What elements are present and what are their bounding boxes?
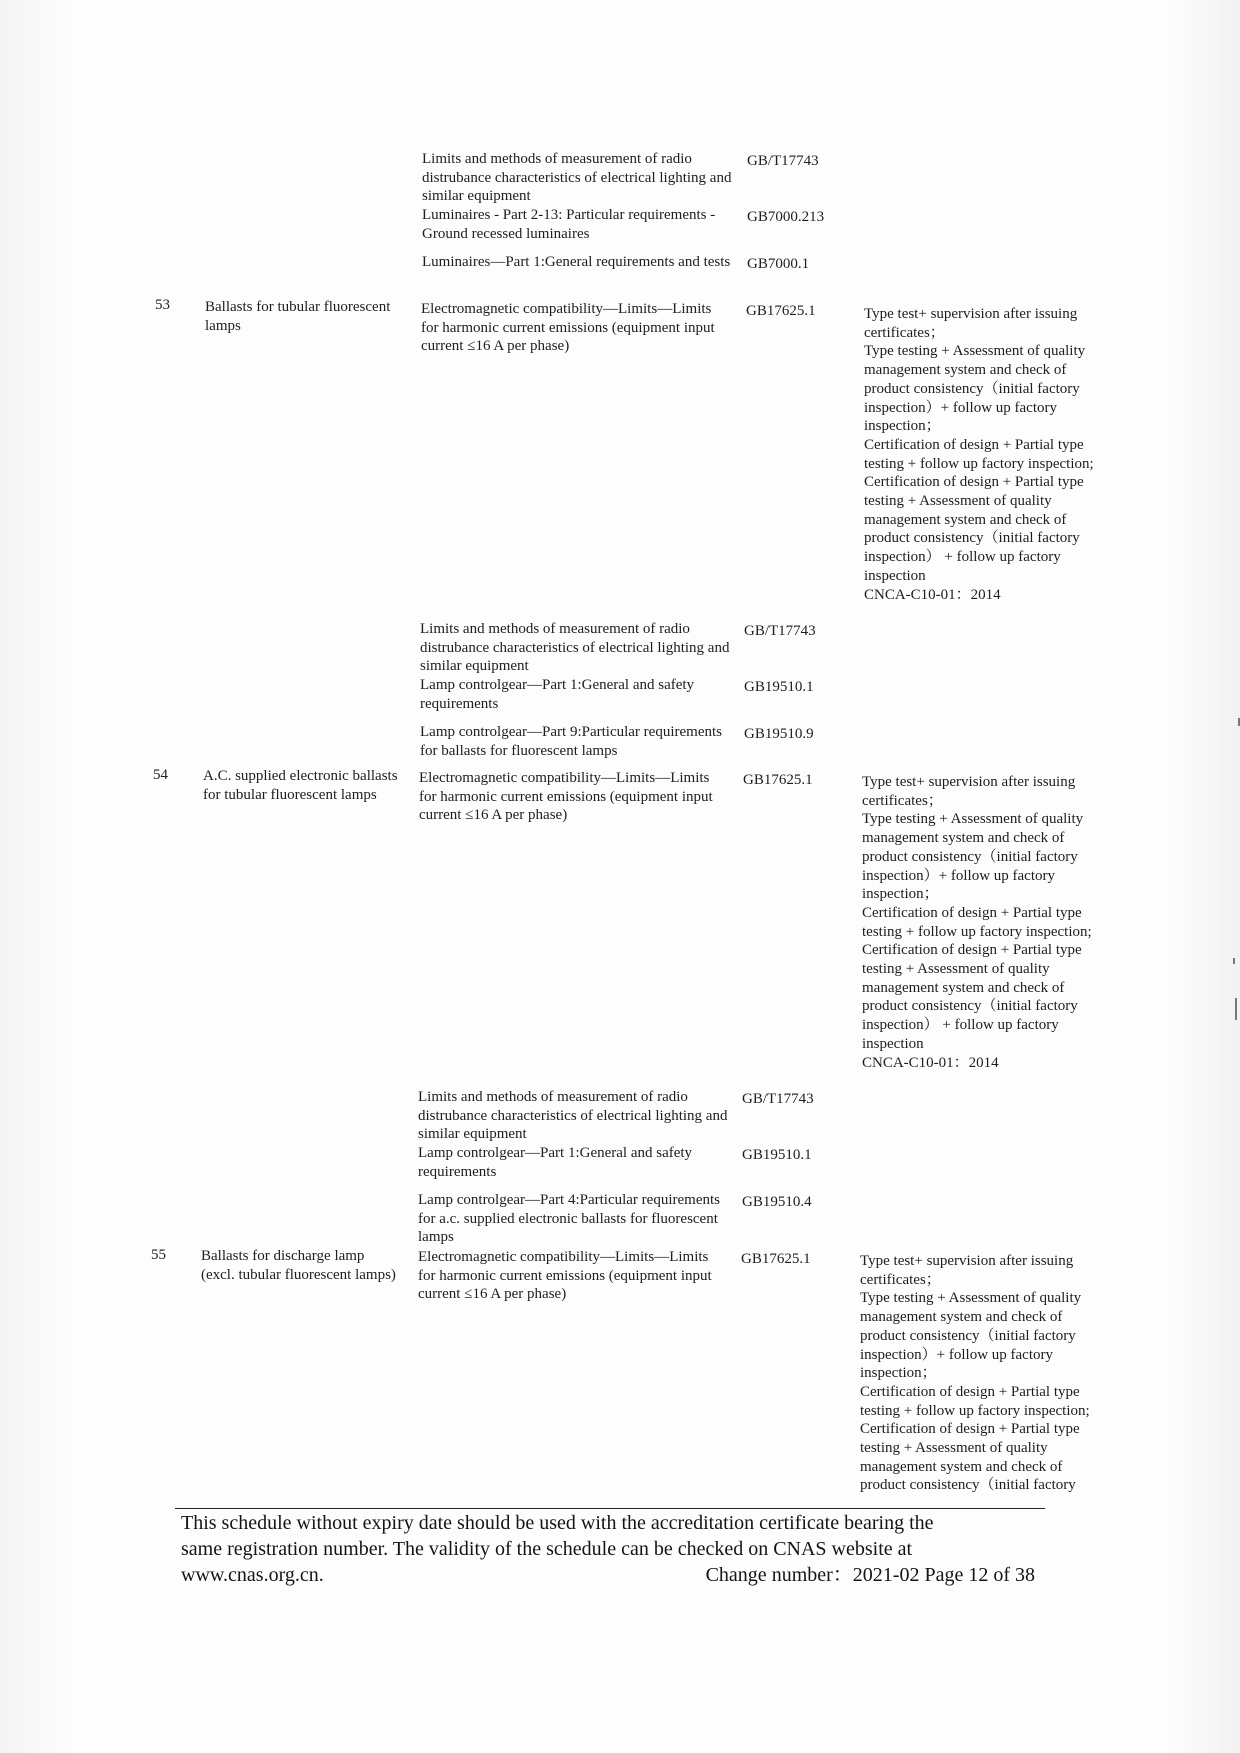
footer-website: www.cnas.org.cn.	[181, 1564, 324, 1586]
standard-code: GB17625.1	[743, 772, 813, 788]
footer-divider	[175, 1508, 1045, 1509]
change-number-label: Change number：	[705, 1564, 853, 1586]
standard-name: Lamp controlgear—Part 4:Particular requirements for a.c. supplied electronic ballasts for fluorescent lamps	[418, 1192, 720, 1246]
standard-code: GB17625.1	[741, 1251, 811, 1267]
standard-name: Lamp controlgear—Part 1:General and safety requirements	[418, 1145, 693, 1180]
scan-artifact	[1233, 958, 1235, 964]
standard-code: GB7000.1	[747, 256, 810, 272]
standard-code: GB19510.1	[744, 679, 814, 695]
change-number: 2021-02	[852, 1564, 920, 1586]
certification-mode: Type test+ supervision after issuing certificates； Type testing + Assessment of quality management system and check of product consistency（initial factory inspection）+ follow up factory inspection； Certification of design + Partial type testing + follow up factory inspection; Certification of design + Partial type testing + Assessment of quality management system and check of product consistency（initial factory inspection） + follow up factory inspection CNCA-C10-01：2014	[862, 774, 1092, 1071]
standard-name: Electromagnetic compatibility—Limits—Limits for harmonic current emissions (equipment input current ≤16 A per phase)	[418, 1249, 712, 1303]
standard-code: GB/T17743	[742, 1091, 814, 1107]
row-number: 54	[153, 767, 168, 783]
standard-name: Limits and methods of measurement of radio distrubance characteristics of electrical lighting and similar equipment	[422, 151, 732, 205]
standard-code: GB/T17743	[744, 623, 816, 639]
footer-text-1: This schedule without expiry date should be used with the accreditation certificate bearing the	[181, 1512, 934, 1534]
standard-code: GB17625.1	[746, 303, 816, 319]
standard-name: Electromagnetic compatibility—Limits—Limits for harmonic current emissions (equipment input current ≤16 A per phase)	[421, 301, 715, 355]
page-number: Page 12 of 38	[924, 1564, 1035, 1586]
product-name: Ballasts for tubular fluorescent lamps	[205, 299, 391, 334]
footer	[181, 1510, 1049, 1588]
standard-name: Electromagnetic compatibility—Limits—Limits for harmonic current emissions (equipment input current ≤16 A per phase)	[419, 770, 713, 824]
standard-name: Lamp controlgear—Part 1:General and safety requirements	[420, 677, 695, 712]
standard-code: GB7000.213	[747, 209, 825, 225]
standard-code: GB19510.1	[742, 1147, 812, 1163]
scan-artifact	[1238, 718, 1240, 726]
certification-mode: Type test+ supervision after issuing certificates； Type testing + Assessment of quality management system and check of product consistency（initial factory inspection）+ follow up factory inspection； Certification of design + Partial type testing + follow up factory inspection; Certification of design + Partial type testing + Assessment of quality management system and check of product consistency（initial factory inspection） + follow up factory inspection CNCA-C10-01：2014	[864, 306, 1094, 603]
standard-name: Limits and methods of measurement of radio distrubance characteristics of electrical lighting and similar equipment	[418, 1089, 728, 1143]
footer-line-1	[181, 1510, 1049, 1536]
standard-name: Luminaires—Part 1:General requirements and tests	[422, 254, 731, 270]
standard-name: Lamp controlgear—Part 9:Particular requirements for ballasts for fluorescent lamps	[420, 724, 722, 759]
footer-line-3	[181, 1562, 1049, 1588]
row-number: 53	[155, 297, 170, 313]
row-number: 55	[151, 1247, 166, 1263]
standard-code: GB19510.4	[742, 1194, 812, 1210]
standard-name: Limits and methods of measurement of radio distrubance characteristics of electrical lighting and similar equipment	[420, 621, 730, 675]
certification-mode: Type test+ supervision after issuing certificates； Type testing + Assessment of quality management system and check of product consistency（initial factory inspection）+ follow up factory inspection； Certification of design + Partial type testing + follow up factory inspection; Certification of design + Partial type testing + Assessment of quality management system and check of product consistency（initial factory	[860, 1253, 1090, 1494]
footer-line-2	[181, 1536, 1049, 1562]
footer-text-2: same registration number. The validity of the schedule can be checked on CNAS website at	[181, 1538, 913, 1560]
scan-artifact	[1235, 998, 1237, 1020]
standard-code: GB19510.9	[744, 726, 814, 742]
standard-code: GB/T17743	[747, 153, 819, 169]
standard-name: Luminaires - Part 2-13: Particular requirements - Ground recessed luminaires	[422, 207, 716, 242]
product-name: A.C. supplied electronic ballasts for tubular fluorescent lamps	[203, 768, 398, 803]
footer-change-info	[706, 1562, 1035, 1588]
product-name: Ballasts for discharge lamp (excl. tubular fluorescent lamps)	[201, 1248, 396, 1283]
